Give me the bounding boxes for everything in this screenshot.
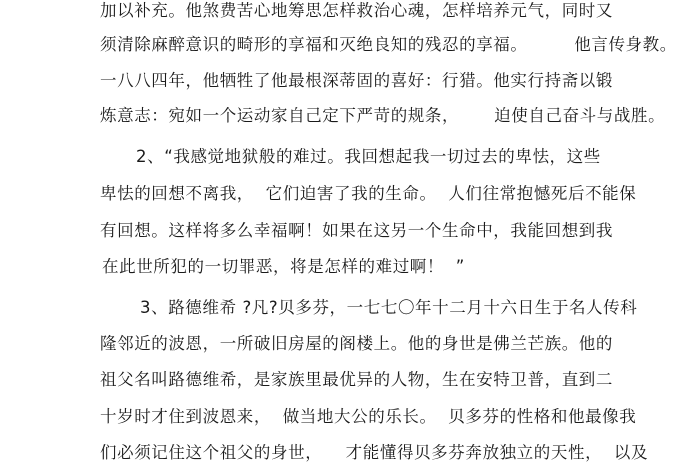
paragraph-3-start-line: 3、路德维希 ?凡?贝多芬，一七七〇年十二月十六日生于名人传科 — [140, 298, 638, 317]
text-line: 祖父名叫路德维希，是家族里最优异的人物，生在安特卫普，直到二 — [100, 370, 613, 389]
text-line: 们必须记住这个祖父的身世， 才能懂得贝多芬奔放独立的天性， 以及 — [100, 443, 649, 462]
text-line: 有回想。这样将多么幸福啊！如果在这另一个生命中，我能回想到我 — [100, 221, 613, 240]
text-line: 十岁时才住到波恩来， 做当地大公的乐长。 贝多芬的性格和他最像我 — [100, 407, 637, 426]
text-line: 卑怯的回想不离我， 它们迫害了我的生命。 人们往常抱憾死后不能保 — [100, 184, 637, 203]
text-line: 隆邻近的波恩，一所破旧房屋的阁楼上。他的身世是佛兰芒族。他的 — [100, 334, 613, 353]
text-line: 须清除麻醉意识的畸形的享福和灭绝良知的残忍的享福。 他言传身教。 — [100, 35, 677, 54]
text-line: 炼意志：宛如一个运动家自己定下严苛的规条， 迫使自己奋斗与战胜。 — [100, 106, 666, 125]
paragraph-2-start-line: 2、“我感觉地狱般的难过。我回想起我一切过去的卑怯，这些 — [136, 147, 601, 166]
text-line: 在此世所犯的一切罪恶，将是怎样的难过啊！ ” — [102, 257, 465, 276]
text-line: 一八八四年，他牺牲了他最根深蒂固的喜好：行猎。他实行持斋以锻 — [100, 71, 613, 90]
text-line: 加以补充。他煞费苦心地筹思怎样救治心魂，怎样培养元气，同时又 — [100, 1, 613, 20]
